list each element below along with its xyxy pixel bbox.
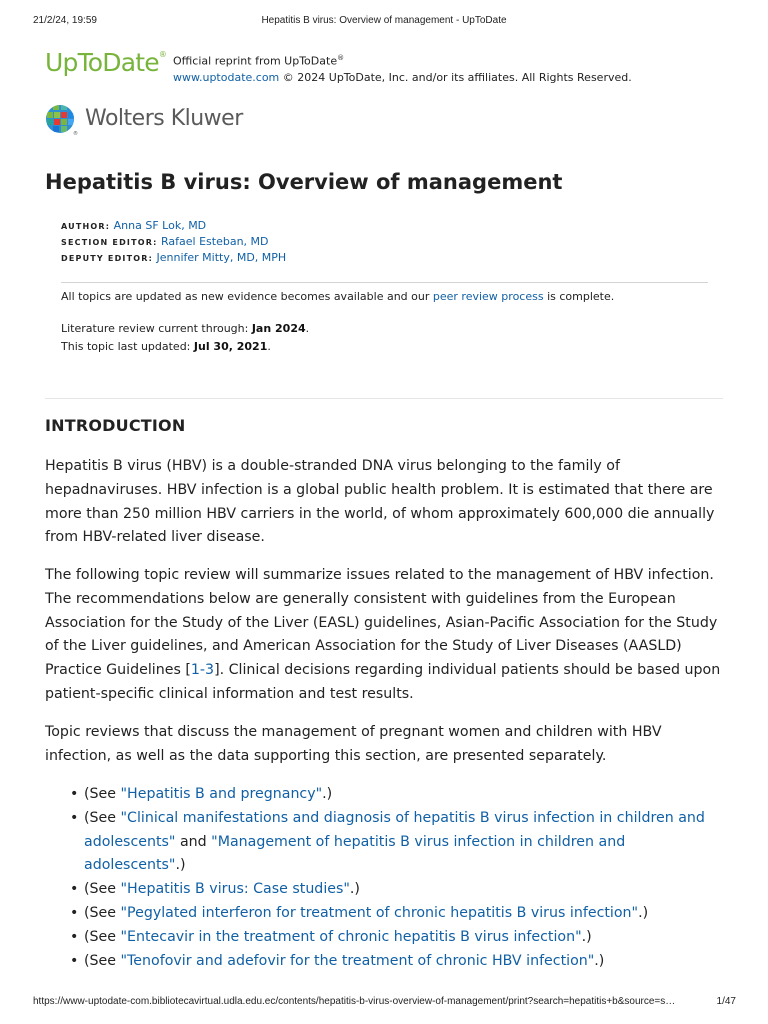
topic-link-hbv-children-management[interactable]: "Management of hepatitis B virus infection in children and adolescents" — [84, 833, 626, 874]
introduction-heading: INTRODUCTION — [45, 416, 186, 435]
section-editor-link[interactable]: Rafael Esteban, MD — [161, 235, 269, 248]
print-page-number: 1/47 — [716, 996, 736, 1007]
print-datetime: 21/2/24, 19:59 — [33, 15, 97, 26]
deputy-editor-label: DEPUTY EDITOR: — [61, 254, 153, 263]
topic-link-hbv-pregnancy[interactable]: "Hepatitis B and pregnancy" — [120, 786, 323, 802]
intro-paragraph-2: The following topic review will summarize issues related to the management of HBV infection. The recommendations below are generally consistent with guidelines from the European Association for the Study of the Liver (EASL) guidelines, Asian-Pacific Association for the Study of the Liver guidelines, and American Association for the Study of Liver Diseases (AASLD) Practice Guidelines [1-3]. Clinical decisions regarding individual patients should be based upon patient-specific clinical information and test results. — [45, 567, 721, 702]
print-header — [0, 15, 768, 29]
list-item: • (See "Clinical manifestations and diagnosis of hepatitis B virus infection in children and adolescents" and "Management of hepatitis B virus infection in children and adolescents".) — [70, 807, 730, 878]
wolters-kluwer-globe-icon — [45, 104, 83, 136]
article-title: Hepatitis B virus: Overview of management — [45, 170, 563, 194]
list-item: • (See "Entecavir in the treatment of chronic hepatitis B virus infection".) — [70, 926, 730, 950]
intro-paragraph-1: Hepatitis B virus (HBV) is a double-stranded DNA virus belonging to the family of hepadnaviruses. HBV infection is a global public health problem. It is estimated that there are more than 250 million HBV carriers in the world, of whom approximately 600,000 die annually from HBV-related liver disease. — [45, 458, 715, 546]
list-item: • (See "Pegylated interferon for treatment of chronic hepatitis B virus infection".) — [70, 902, 730, 926]
list-item: • (See "Hepatitis B and pregnancy".) — [70, 783, 730, 807]
author-link[interactable]: Anna SF Lok, MD — [113, 219, 207, 232]
brand-row — [45, 48, 725, 88]
print-url: https://www-uptodate-com.bibliotecavirtual.udla.edu.ec/contents/hepatitis-b-virus-overview-of-management/print?search=hepatitis+b&source=s… — [33, 996, 676, 1007]
reprint-notice: Official reprint from UpToDate® www.uptodate.com © 2024 UpToDate, Inc. and/or its affiliates. All Rights Reserved. — [173, 54, 632, 84]
section-editor-row — [61, 234, 286, 250]
see-also-list — [70, 783, 730, 973]
deputy-editor-row — [61, 250, 286, 266]
reprint-line: Official reprint from UpToDate — [173, 54, 338, 68]
topic-link-hbv-children-diagnosis[interactable]: "Clinical manifestations and diagnosis of hepatitis B virus infection in children and adolescents" — [84, 809, 705, 850]
section-divider — [45, 398, 723, 399]
credits-divider — [61, 282, 708, 283]
copyright-text: © 2024 UpToDate, Inc. and/or its affiliates. All Rights Reserved. — [279, 70, 632, 84]
reference-link-1-3[interactable]: 1-3 — [190, 662, 215, 679]
wolters-kluwer-logo — [45, 104, 265, 136]
print-footer — [0, 996, 768, 1010]
svg-text:®: ® — [73, 131, 78, 136]
list-item: • (See "Hepatitis B virus: Case studies".) — [70, 878, 730, 902]
literature-review-line: Literature review current through: Jan 2024. — [61, 322, 310, 335]
print-page-title: Hepatitis B virus: Overview of management - UpToDate — [261, 15, 507, 26]
deputy-editor-link[interactable]: Jennifer Mitty, MD, MPH — [156, 251, 287, 264]
review-dates — [61, 320, 309, 356]
intro-paragraph-3: Topic reviews that discuss the management of pregnant women and children with HBV infection, as well as the data supporting this section, are presented separately. — [45, 724, 662, 764]
last-updated-line: This topic last updated: Jul 30, 2021. — [61, 340, 271, 353]
uptodate-site-link[interactable]: www.uptodate.com — [173, 70, 280, 84]
last-updated-date: Jul 30, 2021 — [193, 340, 268, 353]
author-label: AUTHOR: — [61, 222, 111, 231]
section-editor-label: SECTION EDITOR: — [61, 238, 158, 247]
topic-link-tenofovir-adefovir[interactable]: "Tenofovir and adefovir for the treatment of chronic HBV infection" — [120, 952, 595, 969]
uptodate-logo: UpToDate® — [45, 48, 167, 77]
publisher-name: Wolters Kluwer — [85, 106, 243, 131]
author-row — [61, 218, 286, 234]
topic-link-hbv-case-studies[interactable]: "Hepatitis B virus: Case studies" — [120, 881, 350, 898]
list-item: • (See "Tenofovir and adefovir for the treatment of chronic HBV infection".) — [70, 950, 730, 974]
topic-link-pegylated-interferon[interactable]: "Pegylated interferon for treatment of chronic hepatitis B virus infection" — [120, 904, 639, 921]
topic-link-entecavir[interactable]: "Entecavir in the treatment of chronic hepatitis B virus infection" — [120, 928, 582, 945]
peer-review-link[interactable]: peer review process — [432, 290, 544, 303]
literature-review-date: Jan 2024 — [251, 322, 306, 335]
peer-review-notice: All topics are updated as new evidence becomes available and our peer review process is complete. — [61, 290, 615, 303]
article-credits — [61, 218, 286, 266]
